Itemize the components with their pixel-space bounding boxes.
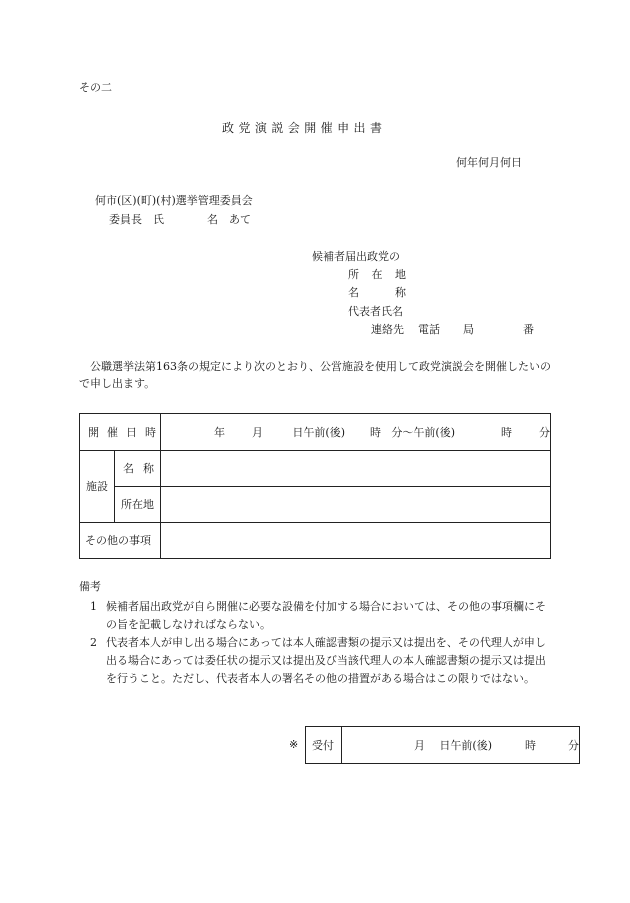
receipt-mark: ※	[289, 738, 299, 751]
facility-address-value-cell[interactable]	[161, 487, 551, 523]
receipt-schedule	[342, 740, 579, 751]
document-title-char: 出	[353, 121, 366, 135]
datetime-label-char: 開	[88, 425, 99, 439]
receipt-part: 月	[414, 738, 425, 752]
applicant-address-label-char: 所	[348, 268, 359, 281]
receipt-part: 分	[568, 738, 579, 752]
applicant-name-label-char: 称	[395, 286, 406, 299]
document-title-char: 申	[337, 121, 350, 135]
receipt-table	[305, 726, 580, 764]
remark-1-text: 候補者届出政党が自ら開催に必要な設備を付加する場合においては、その他の事項欄にその旨を記載しなければならない。	[106, 600, 546, 631]
document-title-char: 説	[271, 121, 284, 135]
phone-number-label: 番	[523, 323, 534, 336]
facility-name-value-cell[interactable]	[161, 451, 551, 487]
receipt-label-char: 受	[312, 738, 323, 752]
facility-name-label-char: 名	[123, 462, 134, 475]
document-title-char: 催	[320, 121, 333, 135]
datetime-part: 日午前(後)	[292, 425, 345, 439]
form-label: その二	[79, 81, 112, 94]
submission-date: 何年何月何日	[456, 156, 522, 169]
other-items-label: その他の事項	[85, 534, 151, 547]
phone-exchange-label: 局	[463, 323, 474, 336]
document-title-char: 書	[369, 121, 382, 135]
applicant-name-label-char: 名	[348, 286, 359, 299]
facility-label: 施設	[86, 480, 108, 493]
facility-address-label-cell	[115, 487, 161, 523]
datetime-label-char: 時	[145, 425, 156, 439]
document-title	[222, 122, 382, 134]
addressee-chair-prefix: 委員長 氏	[109, 213, 164, 226]
datetime-part: 分〜午前(後)	[391, 425, 455, 439]
document-title-char: 開	[304, 121, 317, 135]
applicant-address-label	[348, 269, 406, 280]
facility-address-label: 所在地	[121, 498, 154, 511]
contact-label: 連絡先	[371, 323, 404, 336]
datetime-schedule	[161, 427, 550, 438]
phone-label: 電話	[418, 323, 440, 336]
datetime-part: 時	[370, 425, 381, 439]
facility-name-label-cell	[115, 451, 161, 487]
document-title-char: 会	[287, 121, 300, 135]
other-items-value-cell[interactable]	[161, 523, 551, 559]
datetime-value-cell[interactable]	[161, 414, 551, 451]
application-statement: 公職選挙法第163条の規定により次のとおり、公営施設を使用して政党演説会を開催したいので申し出ます。	[79, 360, 551, 390]
datetime-part: 年	[214, 425, 225, 439]
document-title-char: 演	[254, 121, 267, 135]
applicant-address-label-char: 在	[371, 268, 383, 281]
document-title-char: 党	[238, 121, 251, 135]
datetime-label-cell	[80, 414, 161, 451]
document-title-char: 政	[222, 121, 235, 135]
other-items-label-cell	[80, 523, 161, 559]
addressee-committee: 何市(区)(町)(村)選挙管理委員会	[95, 194, 253, 207]
datetime-part: 分	[539, 425, 550, 439]
remark-1-number: 1	[90, 600, 97, 613]
receipt-part: 時	[525, 738, 536, 752]
remark-2-number: 2	[90, 636, 97, 649]
receipt-part: 日午前(後)	[439, 738, 492, 752]
applicant-party-label: 候補者届出政党の	[312, 250, 400, 263]
facility-name-label-char: 称	[143, 462, 154, 475]
datetime-part: 月	[252, 425, 263, 439]
applicant-address-label-char: 地	[395, 268, 406, 281]
receipt-label-char: 付	[323, 738, 334, 752]
receipt-value-cell[interactable]	[342, 727, 580, 764]
application-table	[79, 413, 551, 559]
addressee-chair-suffix: 名 あて	[207, 213, 251, 226]
facility-label-cell	[80, 451, 115, 523]
datetime-label-char: 催	[107, 425, 118, 439]
datetime-label-char: 日	[126, 425, 137, 439]
datetime-part: 時	[501, 425, 512, 439]
remark-2-text: 代表者本人が申し出る場合にあっては本人確認書類の提示又は提出を、その代理人が申し出る場合にあっては委任状の提示又は提出及び当該代理人の本人確認書類の提示又は提出を行うこと。ただし、代表者本人の署名その他の措置がある場合はこの限りではない。	[106, 636, 546, 685]
applicant-name-label	[348, 287, 406, 298]
receipt-label-cell	[306, 727, 342, 764]
applicant-representative-label: 代表者氏名	[348, 305, 403, 318]
remarks-heading: 備考	[79, 580, 101, 593]
